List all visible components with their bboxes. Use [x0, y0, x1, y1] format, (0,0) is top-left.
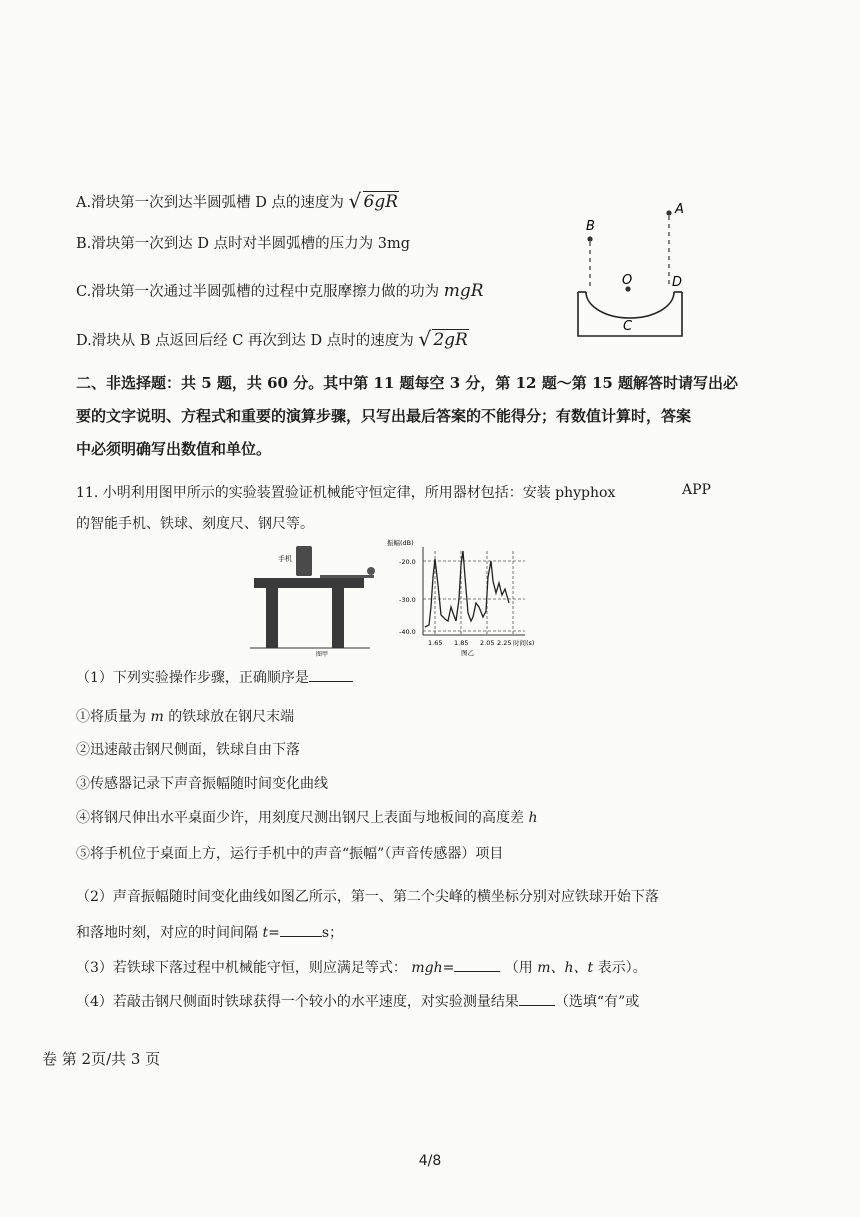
phone [296, 546, 312, 576]
q11-part4-blank [519, 1005, 555, 1006]
label-c: C [623, 319, 633, 334]
page-number: 4/8 [418, 1153, 442, 1169]
steel-ruler [320, 575, 374, 578]
table-leg-left [266, 588, 278, 648]
fig-yi-caption: 图乙 [461, 649, 474, 657]
q11-part1-text: （1）下列实验操作步骤，正确顺序是 [76, 670, 309, 686]
amplitude-trace [425, 551, 509, 627]
fig-jia-caption: 图甲 [316, 651, 329, 658]
semicircle-arc [586, 292, 674, 318]
fig-yi-xlabel: 时间(s) [513, 639, 535, 647]
option-c [76, 280, 484, 301]
section2-line3: 中必须明确写出数值和单位。 [76, 440, 272, 458]
option-c-math: mgR [443, 281, 484, 301]
option-a-text: A.滑块第一次到达半圆弧槽 D 点的速度为 [76, 195, 344, 211]
q11-part3-text-a: （3）若铁球下落过程中机械能守恒，则应满足等式： [76, 960, 407, 976]
q11-part2-text-a: 和落地时刻，对应的时间间隔 [76, 925, 258, 941]
q11-part4-text-a: （4）若敲击钢尺侧面时铁球获得一个较小的水平速度，对实验测量结果 [76, 994, 519, 1010]
iron-ball [367, 567, 375, 575]
point-b [587, 236, 592, 241]
xtick-1: 1.65 [428, 639, 443, 647]
q11-step3: ③传感器记录下声音振幅随时间变化曲线 [76, 776, 328, 792]
q11-part2-t: t= [262, 925, 280, 941]
ytick-3: -40.0 [399, 628, 416, 636]
q11-part3-mgh: mgh= [411, 960, 455, 976]
q11-part2-blank [280, 936, 322, 937]
xtick-3: 2.05 [480, 639, 495, 647]
point-a [666, 210, 671, 215]
option-d [76, 329, 469, 350]
label-b: B [586, 219, 595, 234]
label-a: A [675, 202, 684, 217]
section2-line1: 二、非选择题：共 5 题，共 60 分。其中第 11 题每空 3 分，第 12 题～第 15 题解答时请写出必 [76, 374, 739, 392]
fig-yi-ylabel: 振幅(dB) [387, 539, 414, 547]
option-c-text: C.滑块第一次通过半圆弧槽的过程中克服摩擦力做的功为 [76, 284, 440, 300]
q11-part4-text-b: （选填“有”或 [554, 994, 640, 1010]
option-d-text: D.滑块从 B 点返回后经 C 再次到达 D 点时的速度为 [76, 333, 414, 349]
q11-step1-text-b: 的铁球放在钢尺末端 [168, 709, 295, 725]
q11-step1 [76, 706, 294, 726]
ytick-1: -20.0 [399, 558, 416, 566]
q11-step2: ②迅速敲击钢尺侧面，铁球自由下落 [76, 742, 300, 758]
q11-part1 [76, 667, 353, 687]
option-d-radicand: 2gR [433, 330, 468, 350]
phone-label: 手机 [278, 555, 292, 563]
q11-intro-app: APP [682, 482, 711, 498]
option-d-sqrt: √ 2gR [418, 327, 468, 351]
xtick-4: 2.25 [497, 639, 512, 647]
q11-step4-h: h [528, 810, 538, 826]
section2-line2: 要的文字说明、方程式和重要的演算步骤，只写出最后答案的不能得分；有数值计算时，答案 [76, 407, 692, 425]
xtick-2: 1.85 [454, 639, 469, 647]
q11-step1-text-a: ①将质量为 [76, 709, 146, 725]
q11-step1-m: m [150, 709, 164, 725]
q11-part2-line2 [76, 922, 343, 942]
q11-step4 [76, 807, 537, 827]
table-leg-right [332, 588, 344, 648]
q11-intro-text: 11. 小明利用图甲所示的实验装置验证机械能守恒定律，所用器材包括：安装 phyphox [76, 485, 616, 501]
q11-part4 [76, 991, 639, 1011]
option-a [76, 191, 399, 212]
page-label: 卷 第 2页/共 3 页 [42, 1050, 161, 1068]
ytick-2: -30.0 [399, 596, 416, 604]
q11-intro-line1 [76, 482, 615, 502]
groove-diagram [560, 196, 700, 346]
figure-jia [250, 540, 385, 658]
q11-part3-text-c: 表示）。 [597, 960, 647, 976]
q11-intro-line2: 的智能手机、铁球、刻度尺、钢尺等。 [76, 516, 314, 532]
label-d: D [672, 275, 683, 290]
q11-step4-text: ④将钢尺伸出水平桌面少许，用刻度尺测出钢尺上表面与地板间的高度差 [76, 810, 524, 826]
option-b-text: B.滑块第一次到达 D 点时对半圆弧槽的压力为 3mg [76, 236, 410, 252]
figure-yi [385, 537, 540, 662]
table-top [254, 578, 364, 588]
label-o: O [622, 273, 633, 288]
q11-part3-text-b: （用 [504, 960, 533, 976]
q11-part1-blank [309, 681, 353, 682]
option-a-radicand: 6gR [363, 192, 399, 212]
q11-step5: ⑤将手机位于桌面上方，运行手机中的声音“振幅”（声音传感器）项目 [76, 846, 504, 862]
option-a-sqrt: √ 6gR [348, 189, 399, 213]
q11-part2-line1: （2）声音振幅随时间变化曲线如图乙所示，第一、第二个尖峰的横坐标分别对应铁球开始下落 [76, 889, 659, 905]
q11-part2-text-b: s； [321, 925, 343, 941]
option-b [76, 232, 410, 253]
q11-part3-blank [454, 971, 500, 972]
q11-part3 [76, 957, 647, 977]
q11-part3-vars: m、h、t [537, 960, 594, 976]
